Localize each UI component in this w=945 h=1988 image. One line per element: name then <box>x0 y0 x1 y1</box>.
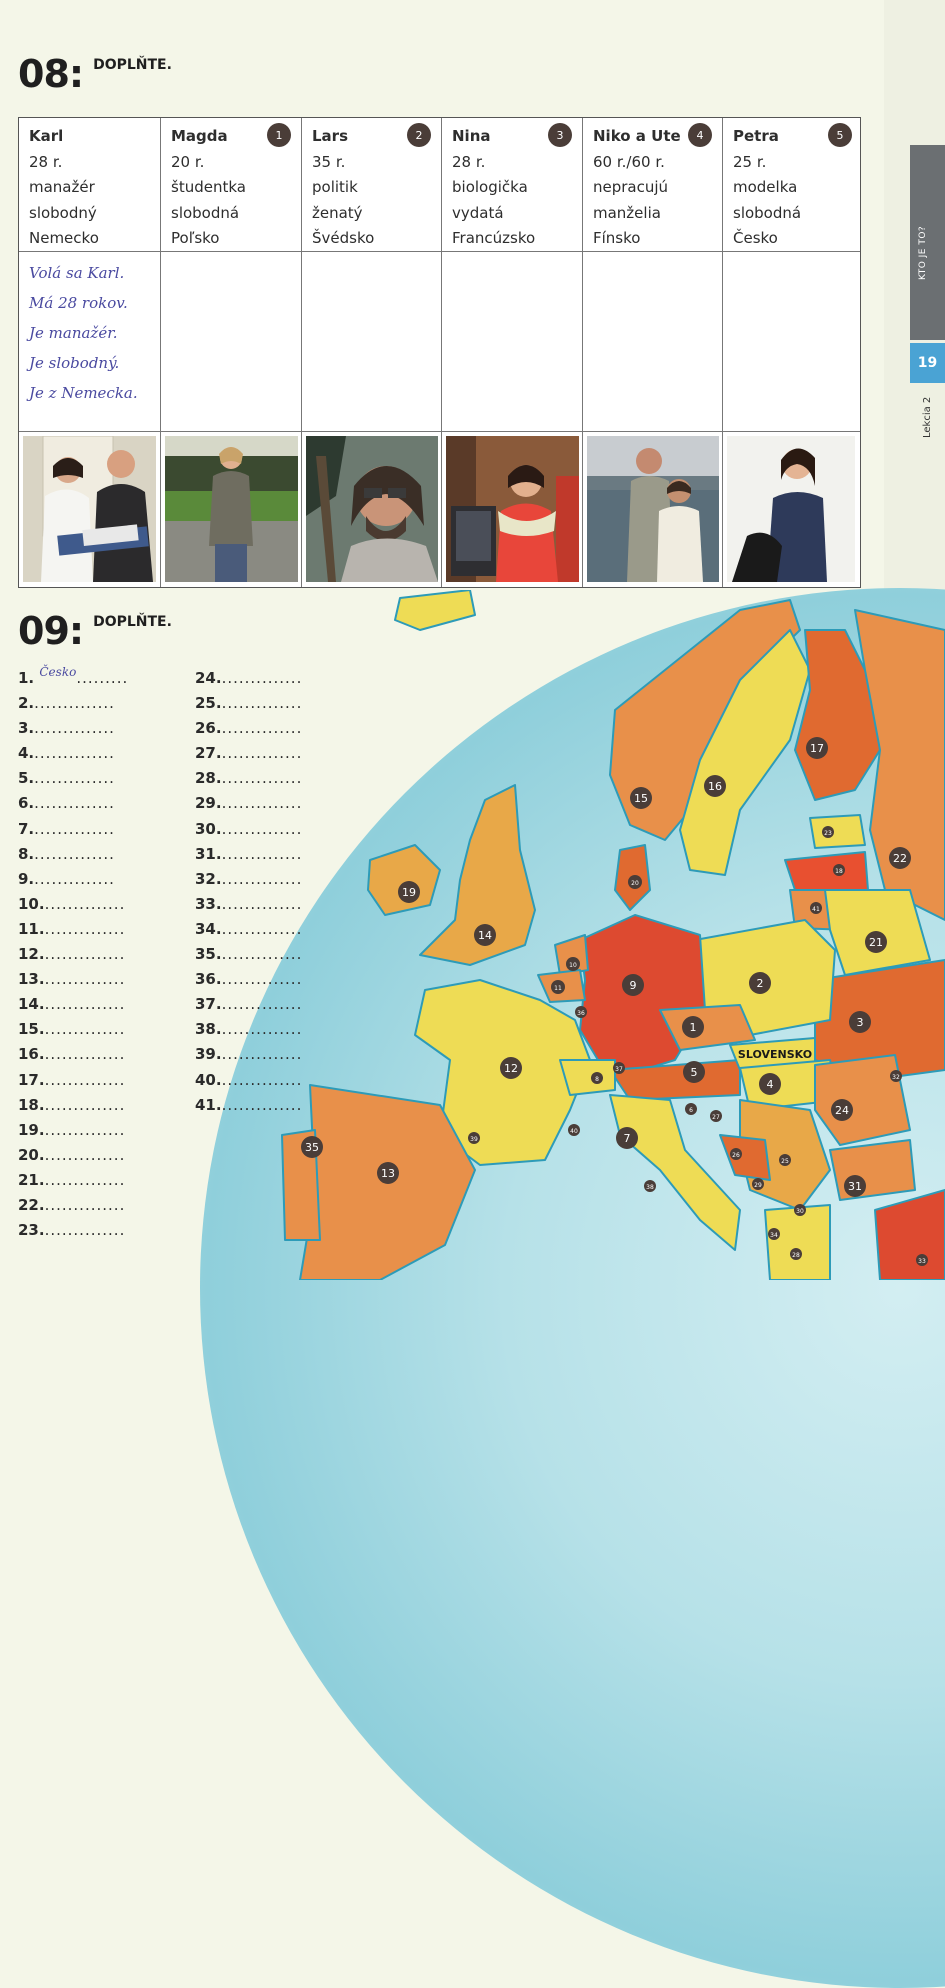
answer-blank[interactable]: .............. <box>34 844 115 863</box>
list-row <box>18 917 128 942</box>
list-row <box>18 942 128 967</box>
map-marker-label: 35 <box>305 1141 319 1154</box>
answer-blank[interactable]: .............. <box>221 669 303 687</box>
answer-blank[interactable]: .............. <box>44 1195 126 1214</box>
list-row <box>195 666 302 691</box>
list-number: 24. <box>195 669 222 687</box>
answer-blank[interactable]: .............. <box>221 769 303 788</box>
list-number: 18. <box>18 1095 45 1114</box>
list-row <box>195 691 302 716</box>
person-age: 60 r./60 r. <box>593 152 665 171</box>
list-row <box>18 967 128 992</box>
exercise-08-heading <box>18 52 172 96</box>
map-marker-label: 36 <box>577 1010 585 1017</box>
list-row <box>18 817 128 842</box>
map-marker-33 <box>916 1254 928 1266</box>
map-marker-34 <box>768 1228 780 1240</box>
map-marker-18 <box>833 864 845 876</box>
person-status: vydatá <box>452 203 504 222</box>
map-marker-label: 19 <box>402 886 416 899</box>
list-row <box>195 716 302 741</box>
list-row <box>195 741 302 766</box>
person-name: Petra <box>733 127 779 145</box>
answer-blank[interactable]: .............. <box>34 769 115 788</box>
person-country: Fínsko <box>593 229 641 247</box>
map-marker-23 <box>822 826 834 838</box>
map-marker-label: 8 <box>595 1076 599 1083</box>
person-age: 25 r. <box>733 152 767 171</box>
map-marker-14 <box>474 924 496 946</box>
map-marker-28 <box>790 1248 802 1260</box>
europe-map <box>270 590 945 1280</box>
map-marker-22 <box>889 847 911 869</box>
map-marker-label: 22 <box>893 852 907 865</box>
map-marker-label: 14 <box>478 929 492 942</box>
answer-list-right <box>195 666 302 1118</box>
map-marker-label: 25 <box>781 1158 789 1165</box>
list-row <box>18 1068 128 1093</box>
answer-blank[interactable]: ......... <box>76 669 129 687</box>
map-marker-31 <box>844 1175 866 1197</box>
list-row <box>18 1118 128 1143</box>
map-marker-label: 31 <box>848 1180 862 1193</box>
answer-blank[interactable]: .............. <box>34 719 115 738</box>
map-marker-13 <box>377 1162 399 1184</box>
list-number: 39. <box>195 1045 222 1064</box>
list-number: 32. <box>195 869 222 888</box>
example-line: Má 28 rokov. <box>29 294 128 312</box>
list-row <box>18 1093 128 1118</box>
map-marker-label: 3 <box>856 1016 864 1029</box>
list-number: 7. <box>18 819 35 838</box>
list-number: 31. <box>195 844 222 863</box>
list-number: 20. <box>18 1145 45 1164</box>
person-age: 20 r. <box>171 152 205 171</box>
person-badge: 1 <box>267 123 291 147</box>
list-row <box>18 666 128 691</box>
list-number: 40. <box>195 1070 222 1089</box>
map-marker-label: 4 <box>766 1078 774 1091</box>
map-marker-9 <box>622 974 644 996</box>
answer-blank[interactable]: .............. <box>221 819 303 838</box>
exercise-09-heading <box>18 609 172 653</box>
photo-niko-ute <box>587 436 719 582</box>
list-row <box>18 1017 128 1042</box>
map-marker-label: 38 <box>646 1184 654 1191</box>
answer-blank[interactable]: .............. <box>34 869 115 888</box>
list-number: 1. <box>18 669 35 687</box>
map-marker-label: 9 <box>629 979 637 992</box>
answer-blank[interactable]: .............. <box>44 970 126 989</box>
answer-blank[interactable]: .............. <box>44 1045 126 1064</box>
exercise-instruction: DOPLŇTE. <box>93 57 172 73</box>
person-status: slobodná <box>733 203 802 222</box>
person-column-magda <box>160 118 301 587</box>
map-marker-label: 30 <box>796 1208 804 1215</box>
map-marker-label: 13 <box>381 1167 395 1180</box>
person-job: manažér <box>29 178 95 196</box>
list-row <box>18 791 128 816</box>
answer-blank[interactable]: .............. <box>221 919 303 938</box>
list-row <box>195 892 302 917</box>
answer-blank[interactable]: .............. <box>221 694 303 713</box>
answer-blank[interactable]: .............. <box>221 945 303 964</box>
person-name: Nina <box>452 127 491 145</box>
person-badge: 2 <box>407 123 431 147</box>
answer-blank[interactable]: .............. <box>44 995 126 1014</box>
map-marker-label: 21 <box>869 936 883 949</box>
map-marker-label: 10 <box>569 962 577 969</box>
list-number: 3. <box>18 719 35 738</box>
photo-petra <box>727 436 855 582</box>
list-row <box>195 1093 302 1118</box>
list-row <box>195 867 302 892</box>
list-row <box>195 1068 302 1093</box>
list-row <box>195 817 302 842</box>
photo-karl <box>23 436 156 582</box>
answer-blank[interactable]: .............. <box>44 1095 126 1114</box>
answer-blank[interactable]: .............. <box>221 1070 303 1089</box>
list-number: 38. <box>195 1020 222 1039</box>
answer-blank[interactable]: .............. <box>221 1095 303 1114</box>
person-badge: 3 <box>548 123 572 147</box>
list-row <box>18 1193 128 1218</box>
example-line: Volá sa Karl. <box>29 264 125 282</box>
answer-blank[interactable]: .............. <box>44 1170 126 1189</box>
map-marker-16 <box>704 775 726 797</box>
list-row <box>18 892 128 917</box>
person-country: Česko <box>733 229 778 247</box>
map-marker-30 <box>794 1204 806 1216</box>
map-marker-10 <box>566 957 580 971</box>
map-marker-label: 34 <box>770 1232 778 1239</box>
person-job: študentka <box>171 178 246 196</box>
list-row <box>195 967 302 992</box>
answer-blank[interactable]: .............. <box>221 1020 303 1039</box>
map-marker-label: 12 <box>504 1062 518 1075</box>
list-row <box>18 992 128 1017</box>
list-number: 8. <box>18 844 35 863</box>
example-line: Je z Nemecka. <box>29 384 138 402</box>
map-marker-24 <box>831 1099 853 1121</box>
person-status: ženatý <box>312 203 363 222</box>
person-column-petra <box>722 118 862 587</box>
answer-blank[interactable]: .............. <box>34 694 115 713</box>
map-marker-label: 37 <box>615 1066 623 1073</box>
list-number: 34. <box>195 919 222 938</box>
person-name: Lars <box>312 127 349 145</box>
map-marker-27 <box>710 1110 722 1122</box>
list-number: 23. <box>18 1221 45 1240</box>
list-row <box>18 842 128 867</box>
map-marker-6 <box>685 1103 697 1115</box>
person-status: slobodný <box>29 203 97 222</box>
person-column-karl <box>19 118 160 587</box>
map-marker-label: 1 <box>689 1021 697 1034</box>
person-age: 35 r. <box>312 152 346 171</box>
answer-blank[interactable]: .............. <box>221 794 303 813</box>
map-marker-1 <box>682 1016 704 1038</box>
map-marker-21 <box>865 931 887 953</box>
list-row <box>195 992 302 1017</box>
photo-lars <box>306 436 438 582</box>
map-marker-38 <box>644 1180 656 1192</box>
list-row <box>18 867 128 892</box>
list-number: 30. <box>195 819 222 838</box>
list-row <box>18 691 128 716</box>
list-number: 11. <box>18 919 45 938</box>
answer-blank[interactable]: .............. <box>221 1045 303 1064</box>
page-number: 19 <box>910 343 945 383</box>
map-marker-12 <box>500 1057 522 1079</box>
people-table <box>18 117 861 588</box>
answer-blank[interactable]: .............. <box>44 1070 126 1089</box>
person-job: nepracujú <box>593 178 669 196</box>
map-marker-label: 2 <box>756 977 764 990</box>
list-number: 9. <box>18 869 35 888</box>
list-number: 15. <box>18 1020 45 1039</box>
map-marker-4 <box>759 1073 781 1095</box>
answer-blank[interactable]: .............. <box>221 744 303 763</box>
list-number: 26. <box>195 719 222 738</box>
answer-blank[interactable]: .............. <box>34 744 115 763</box>
map-marker-39 <box>468 1132 480 1144</box>
list-row <box>195 766 302 791</box>
list-number: 41. <box>195 1095 222 1114</box>
list-number: 21. <box>18 1170 45 1189</box>
person-column-niko-ute <box>582 118 722 587</box>
exercise-instruction: DOPLŇTE. <box>93 614 172 630</box>
answer-blank[interactable]: .............. <box>44 919 126 938</box>
example-line: Je manažér. <box>29 324 118 342</box>
list-number: 10. <box>18 894 45 913</box>
map-marker-label: 27 <box>712 1114 720 1121</box>
list-number: 4. <box>18 744 35 763</box>
map-marker-label: 20 <box>631 880 639 887</box>
person-status: manželia <box>593 203 661 222</box>
map-marker-label: 15 <box>634 792 648 805</box>
map-marker-5 <box>683 1061 705 1083</box>
person-country: Poľsko <box>171 229 220 247</box>
list-number: 12. <box>18 945 45 964</box>
list-row <box>195 917 302 942</box>
answer-blank[interactable]: .............. <box>221 970 303 989</box>
map-marker-36 <box>575 1006 587 1018</box>
list-row <box>18 766 128 791</box>
person-country: Švédsko <box>312 229 375 247</box>
map-marker-7 <box>616 1127 638 1149</box>
list-row <box>195 1017 302 1042</box>
map-marker-label: 17 <box>810 742 824 755</box>
answer-blank[interactable]: .............. <box>221 719 303 738</box>
list-number: 14. <box>18 995 45 1014</box>
answer-blank[interactable]: .............. <box>44 1020 126 1039</box>
person-name: Magda <box>171 127 228 145</box>
list-number: 16. <box>18 1045 45 1064</box>
list-number: 29. <box>195 794 222 813</box>
person-country: Nemecko <box>29 229 99 247</box>
list-number: 37. <box>195 995 222 1014</box>
list-number: 28. <box>195 769 222 788</box>
map-marker-17 <box>806 737 828 759</box>
list-number: 2. <box>18 694 35 713</box>
list-number: 5. <box>18 769 35 788</box>
map-marker-label: 24 <box>835 1104 849 1117</box>
list-row <box>195 842 302 867</box>
map-marker-label: 6 <box>689 1107 693 1114</box>
list-number: 19. <box>18 1120 45 1139</box>
person-info <box>29 124 154 252</box>
map-marker-26 <box>730 1148 742 1160</box>
map-marker-label: 29 <box>754 1182 762 1189</box>
list-number: 35. <box>195 945 222 964</box>
map-marker-3 <box>849 1011 871 1033</box>
list-number: 36. <box>195 970 222 989</box>
list-row <box>18 741 128 766</box>
map-marker-8 <box>591 1072 603 1084</box>
list-row <box>18 1218 128 1243</box>
example-line: Je slobodný. <box>29 354 120 372</box>
map-marker-label: 28 <box>792 1252 800 1259</box>
map-marker-label: 41 <box>812 906 820 913</box>
map-label-slovensko: SLOVENSKO <box>737 1048 813 1061</box>
map-marker-label: 33 <box>918 1258 926 1265</box>
answer-blank[interactable]: .............. <box>34 819 115 838</box>
person-job: biologička <box>452 178 528 196</box>
list-row <box>18 1042 128 1067</box>
side-tab-title: KTO JE TO? <box>918 225 928 280</box>
map-marker-label: 16 <box>708 780 722 793</box>
map-marker-37 <box>613 1062 625 1074</box>
person-badge: 5 <box>828 123 852 147</box>
map-marker-19 <box>398 881 420 903</box>
example-answer <box>29 258 138 408</box>
answer-list-left <box>18 666 128 1243</box>
list-row <box>18 1168 128 1193</box>
list-number: 27. <box>195 744 222 763</box>
map-marker-label: 7 <box>623 1132 631 1145</box>
person-column-nina <box>441 118 582 587</box>
map-marker-20 <box>628 875 642 889</box>
answer-blank[interactable]: .............. <box>44 945 126 964</box>
map-marker-41 <box>810 902 822 914</box>
answer-blank[interactable]: .............. <box>44 1145 126 1164</box>
example-list-answer: Česko <box>39 665 77 679</box>
exercise-number: 08: <box>18 52 84 96</box>
map-marker-label: 26 <box>732 1152 740 1159</box>
list-row <box>195 791 302 816</box>
person-job: modelka <box>733 178 798 196</box>
person-name: Niko a Ute <box>593 127 681 145</box>
map-marker-label: 40 <box>570 1128 578 1135</box>
person-job: politik <box>312 178 358 196</box>
list-number: 33. <box>195 894 222 913</box>
answer-blank[interactable]: .............. <box>44 1120 126 1139</box>
lesson-label: Lekcia 2 <box>922 396 933 438</box>
person-badge: 4 <box>688 123 712 147</box>
list-row <box>18 716 128 741</box>
person-age: 28 r. <box>29 152 63 171</box>
photo-magda <box>165 436 298 582</box>
answer-blank[interactable]: .............. <box>221 995 303 1014</box>
list-number: 22. <box>18 1195 45 1214</box>
person-age: 28 r. <box>452 152 486 171</box>
answer-blank[interactable]: .............. <box>221 844 303 863</box>
map-marker-label: 39 <box>470 1136 478 1143</box>
list-row <box>195 942 302 967</box>
map-marker-40 <box>568 1124 580 1136</box>
map-marker-25 <box>779 1154 791 1166</box>
map-marker-label: 11 <box>554 985 562 992</box>
answer-blank[interactable]: .............. <box>44 894 126 913</box>
map-marker-label: 32 <box>892 1074 900 1081</box>
map-marker-label: 5 <box>690 1066 698 1079</box>
list-number: 17. <box>18 1070 45 1089</box>
map-marker-29 <box>752 1178 764 1190</box>
map-marker-11 <box>551 980 565 994</box>
list-number: 6. <box>18 794 35 813</box>
map-marker-2 <box>749 972 771 994</box>
map-marker-label: 18 <box>835 868 843 875</box>
answer-blank[interactable]: .............. <box>221 869 303 888</box>
map-marker-label: 23 <box>824 830 832 837</box>
person-status: slobodná <box>171 203 240 222</box>
answer-blank[interactable]: .............. <box>44 1221 126 1240</box>
map-marker-32 <box>890 1070 902 1082</box>
photo-nina <box>446 436 579 582</box>
exercise-number: 09: <box>18 609 84 653</box>
list-number: 25. <box>195 694 222 713</box>
list-row <box>18 1143 128 1168</box>
answer-blank[interactable]: .............. <box>221 894 303 913</box>
person-name: Karl <box>29 127 64 145</box>
map-marker-35 <box>301 1136 323 1158</box>
answer-blank[interactable]: .............. <box>34 794 115 813</box>
list-row <box>195 1042 302 1067</box>
map-marker-15 <box>630 787 652 809</box>
list-number: 13. <box>18 970 45 989</box>
person-country: Francúzsko <box>452 229 536 247</box>
person-column-lars <box>301 118 441 587</box>
